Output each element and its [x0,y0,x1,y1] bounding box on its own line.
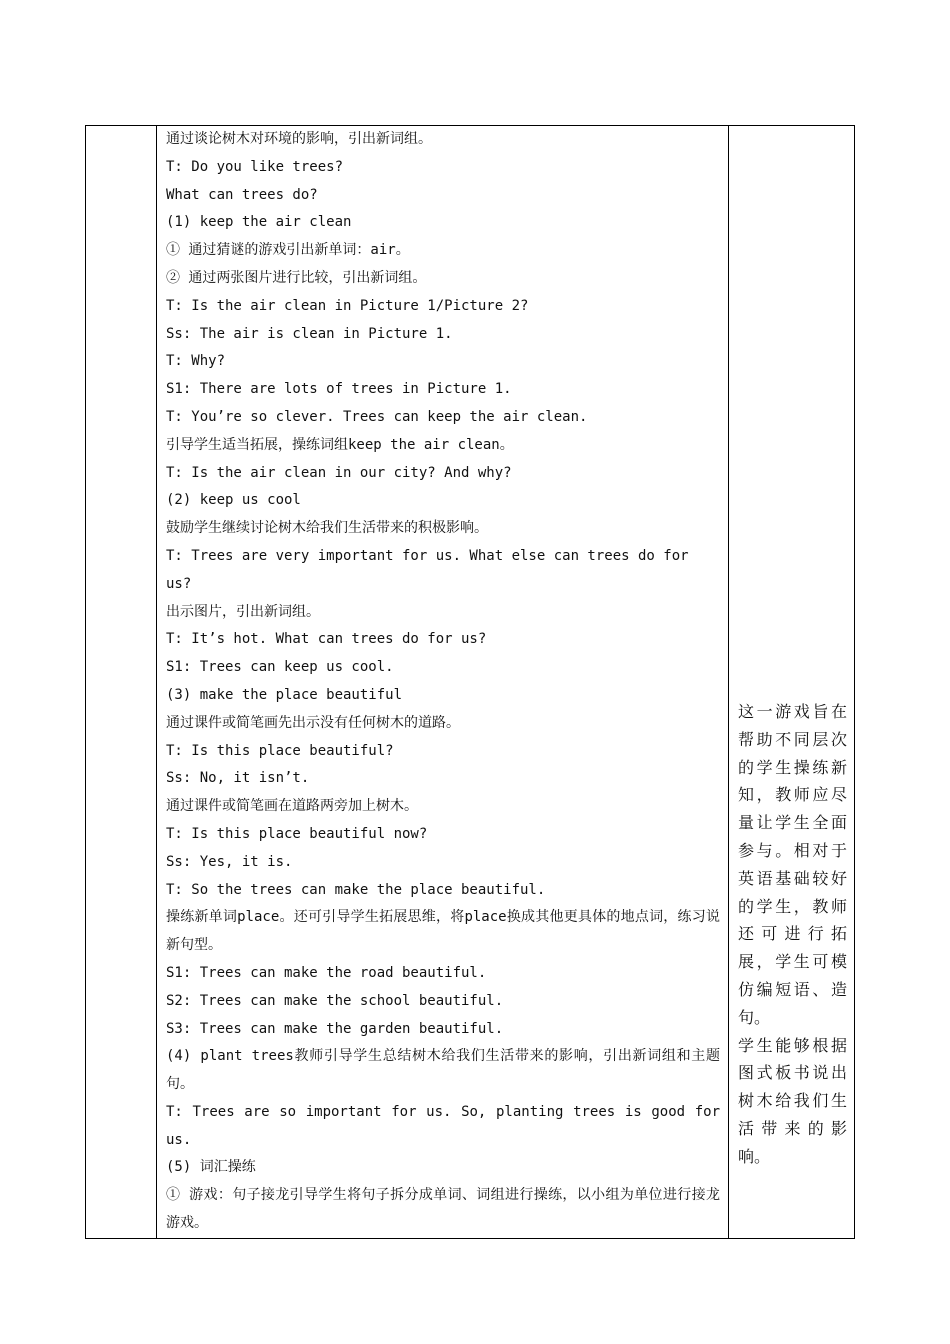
procedure-line: T: Trees are very important for us. What else can trees do for us? [166,547,698,592]
procedure-line: S1: Trees can keep us cool. [166,659,394,676]
procedure-paragraph-game: ① 游戏：句子接龙引导学生将句子拆分成单词、词组进行操练，以小组为单位进行接龙游戏。 [166,1187,720,1232]
procedure-line: 引导学生适当拓展，操练词组keep the air clean。 [166,436,514,453]
procedure-line: Ss: No, it isn’t. [166,770,310,787]
procedure-line: T: Is the air clean in Picture 1/Picture 2? [166,297,529,314]
procedure-line: T: Is this place beautiful? [166,742,394,759]
procedure-cell [157,126,729,1239]
procedure-paragraph-plant-trees: (4) plant trees教师引导学生总结树木给我们生活带来的影响，引出新词组和主题句。 [166,1048,720,1093]
procedure-line: S1: Trees can make the road beautiful. [166,964,487,981]
procedure-line: Ss: Yes, it is. [166,853,293,870]
lesson-table [85,125,855,1239]
procedure-line: 鼓励学生继续讨论树木给我们生活带来的积极影响。 [166,520,488,537]
procedure-paragraph-important: T: Trees are so important for us. So, planting trees is good for us. [166,1103,720,1148]
procedure-line: Ss: The air is clean in Picture 1. [166,325,453,342]
procedure-line: T: It’s hot. What can trees do for us? [166,631,487,648]
table-row [86,126,855,1239]
procedure-line: S1: There are lots of trees in Picture 1. [166,381,512,398]
notes-cell [729,126,855,1239]
left-empty-cell [86,126,157,1239]
procedure-text [157,126,728,1238]
procedure-line: (2) keep us cool [166,492,301,509]
design-notes [738,698,847,1171]
procedure-line: What can trees do? [166,186,318,203]
procedure-lines [166,126,720,904]
procedure-line: T: You’re so clever. Trees can keep the air clean. [166,408,588,425]
procedure-line: ① 通过猜谜的游戏引出新单词：air。 [166,242,410,259]
procedure-line: T: Is the air clean in our city? And why? [166,464,512,481]
note-paragraph-game: 这一游戏旨在帮助不同层次的学生操练新知，教师应尽量让学生全面参与。相对于英语基础较好的学生，教师还可进行拓展，学生可模仿编短语、造句。 [738,702,847,1027]
procedure-line: 出示图片，引出新词组。 [166,603,320,620]
procedure-paragraph-place: 操练新单词place。还可引导学生拓展思维，将place换成其他更具体的地点词，练习说新句型。 [166,909,720,954]
procedure-line-vocab: (5) 词汇操练 [166,1159,256,1176]
procedure-line: T: Why? [166,353,226,370]
procedure-line: (3) make the place beautiful [166,686,403,703]
procedure-line: T: So the trees can make the place beautiful. [166,881,546,898]
procedure-line: 通过课件或简笔画先出示没有任何树木的道路。 [166,714,460,731]
procedure-line: T: Is this place beautiful now? [166,825,428,842]
note-paragraph-board: 学生能够根据图式板书说出树木给我们生活带来的影响。 [738,1035,847,1166]
procedure-line: S2: Trees can make the school beautiful. [166,992,504,1009]
procedure-line: ② 通过两张图片进行比较，引出新词组。 [166,269,427,286]
procedure-line: 通过谈论树木对环境的影响，引出新词组。 [166,131,432,147]
procedure-line: T: Do you like trees? [166,158,344,175]
procedure-line: S3: Trees can make the garden beautiful. [166,1020,504,1037]
procedure-lines-after-place [166,960,720,1043]
procedure-line: (1) keep the air clean [166,214,352,231]
procedure-line: 通过课件或简笔画在道路两旁加上树木。 [166,798,418,815]
